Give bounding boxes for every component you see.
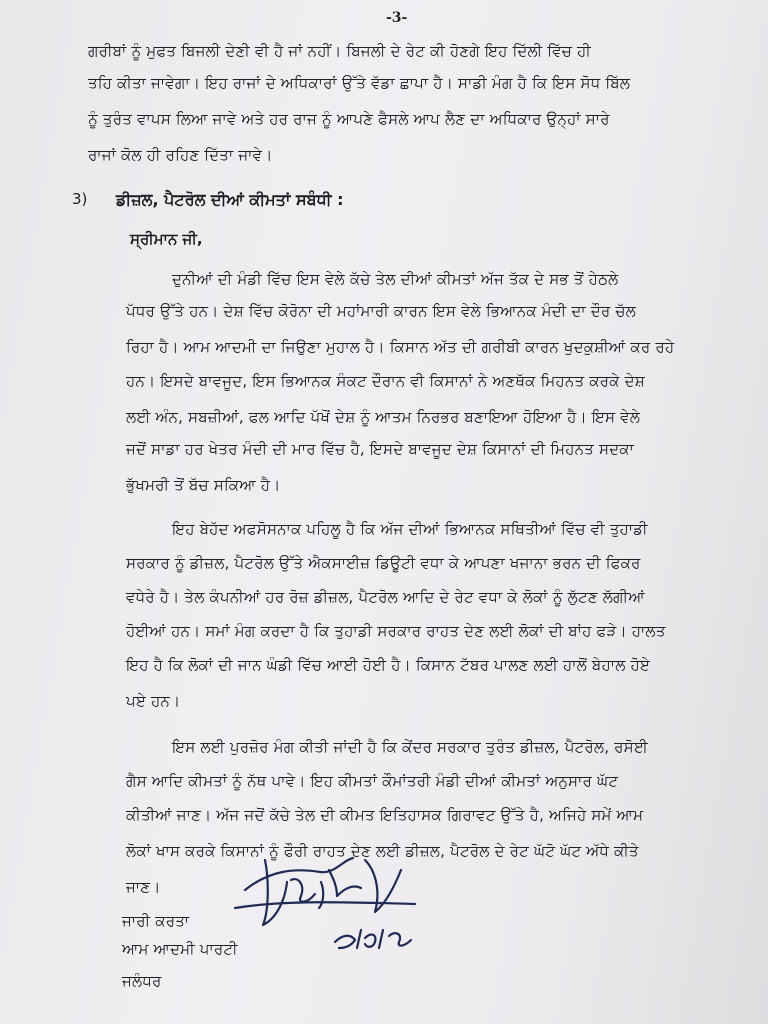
section-heading: ਡੀਜ਼ਲ, ਪੈਟਰੋਲ ਦੀਆਂ ਕੀਮਤਾਂ ਸਬੰਧੀ : [116, 190, 344, 209]
section-number: 3) [72, 190, 88, 208]
text-line: ਗਰੀਬਾਂ ਨੂੰ ਮੁਫਤ ਬਿਜਲੀ ਦੇਣੀ ਵੀ ਹੈ ਜਾਂ ਨਹੀਂ। ਬਿਜਲੀ ਦੇ ਰੇਟ ਕੀ ਹੋਣਗੇ ਇਹ ਦਿੱਲੀ ਵਿੱਚ ਹੀ [88, 42, 591, 60]
text-line: ਹਨ। ਇਸਦੇ ਬਾਵਜੂਦ, ਇਸ ਭਿਆਨਕ ਸੰਕਟ ਦੌਰਾਨ ਵੀ ਕਿਸਾਨਾਂ ਨੇ ਅਣਥੱਕ ਮਿਹਨਤ ਕਰਕੇ ਦੇਸ਼ [126, 372, 645, 390]
text-line: ਪੱਧਰ ਉੱਤੇ ਹਨ। ਦੇਸ਼ ਵਿੱਚ ਕੋਰੋਨਾ ਦੀ ਮਹਾਂਮਾਰੀ ਕਾਰਨ ਇਸ ਵੇਲੇ ਭਿਆਨਕ ਮੰਦੀ ਦਾ ਦੌਰ ਚੱਲ [126, 302, 636, 320]
text-line: ਦੁਨੀਆਂ ਦੀ ਮੰਡੀ ਵਿੱਚ ਇਸ ਵੇਲੇ ਕੱਚੇ ਤੇਲ ਦੀਆਂ ਕੀਮਤਾਂ ਅੱਜ ਤੱਕ ਦੇ ਸਭ ਤੋਂ ਹੇਠਲੇ [172, 270, 619, 288]
party-name: ਆਮ ਆਦਮੀ ਪਾਰਟੀ [122, 940, 238, 958]
text-line: ਵਧੇਰੇ ਹੈ। ਤੇਲ ਕੰਪਨੀਆਂ ਹਰ ਰੋਜ਼ ਡੀਜ਼ਲ, ਪੈਟਰੋਲ ਆਦਿ ਦੇ ਰੇਟ ਵਧਾ ਕੇ ਲੋਕਾਂ ਨੂੰ ਲੁੱਟਣ ਲੱਗੀਆਂ [126, 588, 645, 606]
text-line: ਤਹਿ ਕੀਤਾ ਜਾਵੇਗਾ। ਇਹ ਰਾਜਾਂ ਦੇ ਅਧਿਕਾਰਾਂ ਉੱਤੇ ਵੱਡਾ ਛਾਪਾ ਹੈ। ਸਾਡੀ ਮੰਗ ਹੈ ਕਿ ਇਸ ਸੋਧ ਬਿੱਲ [88, 74, 631, 92]
text-line: ਇਸ ਲਈ ਪੁਰਜ਼ੋਰ ਮੰਗ ਕੀਤੀ ਜਾਂਦੀ ਹੈ ਕਿ ਕੇਂਦਰ ਸਰਕਾਰ ਤੁਰੰਤ ਡੀਜ਼ਲ, ਪੈਟਰੋਲ, ਰਸੋਈ [172, 738, 648, 756]
text-line: ਲੋਕਾਂ ਖਾਸ ਕਰਕੇ ਕਿਸਾਨਾਂ ਨੂੰ ਫੌਰੀ ਰਾਹਤ ਦੇਣ ਲਈ ਡੀਜ਼ਲ, ਪੈਟਰੋਲ ਦੇ ਰੇਟ ਘੱਟੋ ਘੱਟ ਅੱਧੇ ਕੀਤੇ [126, 842, 639, 860]
text-line: ਗੈਸ ਆਦਿ ਕੀਮਤਾਂ ਨੂੰ ਨੱਥ ਪਾਵੇ। ਇਹ ਕੀਮਤਾਂ ਕੌਮਾਂਤਰੀ ਮੰਡੀ ਦੀਆਂ ਕੀਮਤਾਂ ਅਨੁਸਾਰ ਘੱਟ [126, 772, 619, 790]
text-line: ਭੁੱਖਮਰੀ ਤੋਂ ਬੱਚ ਸਕਿਆ ਹੈ। [126, 476, 281, 494]
text-line: ਜਦੋਂ ਸਾਡਾ ਹਰ ਖੇਤਰ ਮੰਦੀ ਦੀ ਮਾਰ ਵਿੱਚ ਹੈ, ਇਸਦੇ ਬਾਵਜੂਦ ਦੇਸ਼ ਕਿਸਾਨਾਂ ਦੀ ਮਿਹਨਤ ਸਦਕਾ [126, 440, 634, 458]
text-line: ਨੂੰ ਤੁਰੰਤ ਵਾਪਸ ਲਿਆ ਜਾਵੇ ਅਤੇ ਹਰ ਰਾਜ ਨੂੰ ਆਪਣੇ ਫੈਸਲੇ ਆਪ ਲੈਣ ਦਾ ਅਧਿਕਾਰ ਉਨ੍ਹਾਂ ਸਾਰੇ [88, 110, 610, 128]
salutation: ਸ੍ਰੀਮਾਨ ਜੀ, [130, 230, 203, 248]
text-line: ਪਏ ਹਨ। [126, 692, 181, 710]
text-line: ਹੋਈਆਂ ਹਨ। ਸਮਾਂ ਮੰਗ ਕਰਦਾ ਹੈ ਕਿ ਤੁਹਾਡੀ ਸਰਕਾਰ ਰਾਹਤ ਦੇਣ ਲਈ ਲੋਕਾਂ ਦੀ ਬਾਂਹ ਫੜੇ। ਹਾਲਤ [126, 622, 666, 640]
text-line: ਇਹ ਬੇਹੱਦ ਅਫਸੋਸਨਾਕ ਪਹਿਲੂ ਹੈ ਕਿ ਅੱਜ ਦੀਆਂ ਭਿਆਨਕ ਸਥਿਤੀਆਂ ਵਿੱਚ ਵੀ ਤੁਹਾਡੀ [172, 520, 648, 538]
text-line: ਜਾਣ। [126, 878, 161, 896]
text-line: ਰਾਜਾਂ ਕੋਲ ਹੀ ਰਹਿਣ ਦਿੱਤਾ ਜਾਵੇ। [88, 146, 273, 164]
city-name: ਜਲੰਧਰ [122, 972, 162, 990]
page-number: -3- [386, 10, 408, 26]
text-line: ਰਿਹਾ ਹੈ। ਆਮ ਆਦਮੀ ਦਾ ਜਿਉਣਾ ਮੁਹਾਲ ਹੈ। ਕਿਸਾਨ ਅੱਤ ਦੀ ਗਰੀਬੀ ਕਾਰਨ ਖੁਦਕੁਸ਼ੀਆਂ ਕਰ ਰਹੇ [126, 338, 675, 356]
text-line: ਸਰਕਾਰ ਨੂੰ ਡੀਜ਼ਲ, ਪੈਟਰੋਲ ਉੱਤੇ ਐਕਸਾਈਜ਼ ਡਿਊਟੀ ਵਧਾ ਕੇ ਆਪਣਾ ਖਜਾਨਾ ਭਰਨ ਦੀ ਫਿਕਰ [126, 554, 641, 572]
text-line: ਇਹ ਹੈ ਕਿ ਲੋਕਾਂ ਦੀ ਜਾਨ ਘੰਡੀ ਵਿੱਚ ਆਈ ਹੋਈ ਹੈ। ਕਿਸਾਨ ਟੱਬਰ ਪਾਲਣ ਲਈ ਹਾਲੋਂ ਬੇਹਾਲ ਹੋਏ [126, 656, 651, 674]
handwritten-signature [225, 830, 425, 950]
issued-by-label: ਜਾਰੀ ਕਰਤਾ [122, 912, 190, 930]
text-line: ਲਈ ਅੰਨ, ਸਬਜ਼ੀਆਂ, ਫਲ ਆਦਿ ਪੱਖੋਂ ਦੇਸ਼ ਨੂੰ ਆਤਮ ਨਿਰਭਰ ਬਣਾਇਆ ਹੋਇਆ ਹੈ। ਇਸ ਵੇਲੇ [126, 408, 641, 426]
text-line: ਕੀਤੀਆਂ ਜਾਣ। ਅੱਜ ਜਦੋਂ ਕੱਚੇ ਤੇਲ ਦੀ ਕੀਮਤ ਇਤਿਹਾਸਕ ਗਿਰਾਵਟ ਉੱਤੇ ਹੈ, ਅਜਿਹੇ ਸਮੇਂ ਆਮ [126, 806, 644, 824]
